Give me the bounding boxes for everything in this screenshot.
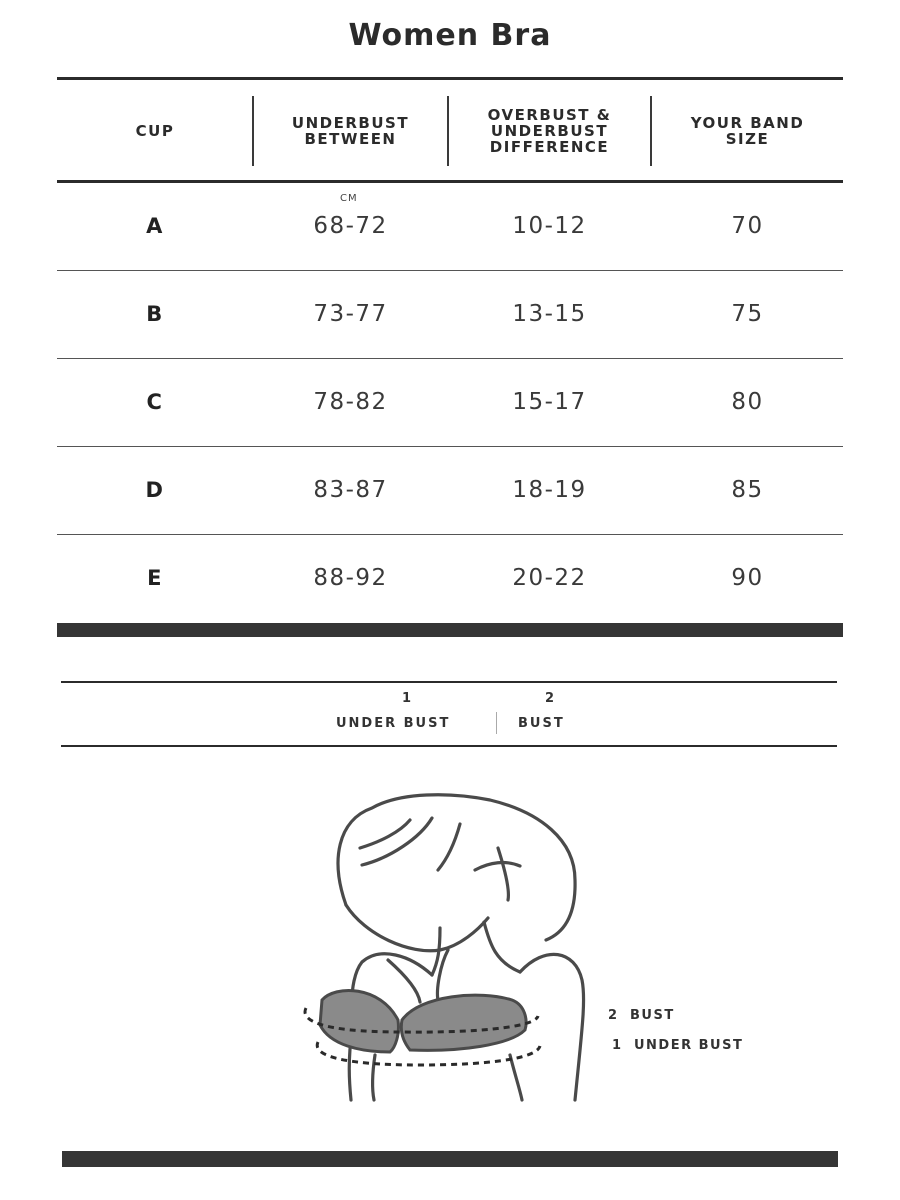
cell-band-size: 75 xyxy=(731,301,764,327)
cell-difference: 10-12 xyxy=(512,213,587,239)
legend-label: UNDER BUST xyxy=(336,716,451,731)
cell-difference: 20-22 xyxy=(512,565,587,591)
cell-band-size: 90 xyxy=(731,565,764,591)
cell-band-size: 70 xyxy=(731,213,764,239)
table-top-rule xyxy=(57,77,843,80)
figure-label-under-bust xyxy=(612,1038,743,1053)
header-band-size: YOUR BAND SIZE xyxy=(690,114,805,148)
cell-underbust: 83-87 xyxy=(313,477,388,503)
legend-top-rule xyxy=(61,681,837,683)
cell-underbust: 68-72 xyxy=(313,213,388,239)
page-title: Women Bra xyxy=(348,18,552,53)
figure-label-number: 1 xyxy=(612,1038,623,1053)
cell-band-size: 80 xyxy=(731,389,764,415)
legend-number: 2 xyxy=(545,691,556,706)
cell-cup: C xyxy=(146,390,164,414)
header-cup: CUP xyxy=(135,122,175,140)
figure-label-number: 2 xyxy=(608,1008,619,1023)
cell-cup: A xyxy=(146,214,164,238)
figure-label-bust xyxy=(608,1008,675,1023)
unit-label: CM xyxy=(340,193,358,204)
legend-number: 1 xyxy=(402,691,413,706)
table-bottom-bar xyxy=(57,623,843,637)
cell-difference: 18-19 xyxy=(512,477,587,503)
cell-cup: B xyxy=(146,302,164,326)
cell-band-size: 85 xyxy=(731,477,764,503)
cell-underbust: 73-77 xyxy=(313,301,388,327)
figure-label-text: UNDER BUST xyxy=(634,1038,744,1053)
cell-underbust: 88-92 xyxy=(313,565,388,591)
legend-divider xyxy=(496,712,497,734)
figure-label-text: BUST xyxy=(630,1008,675,1023)
cell-cup: D xyxy=(145,478,165,502)
cell-cup: E xyxy=(147,566,163,590)
page-bottom-bar xyxy=(62,1151,838,1167)
cell-difference: 15-17 xyxy=(512,389,587,415)
cell-underbust: 78-82 xyxy=(313,389,388,415)
header-difference: OVERBUST & UNDERBUST DIFFERENCE xyxy=(487,106,612,156)
legend-bottom-rule xyxy=(61,745,837,747)
cell-difference: 13-15 xyxy=(512,301,587,327)
header-underbust: UNDERBUST BETWEEN xyxy=(291,114,410,148)
legend-label: BUST xyxy=(518,716,565,731)
